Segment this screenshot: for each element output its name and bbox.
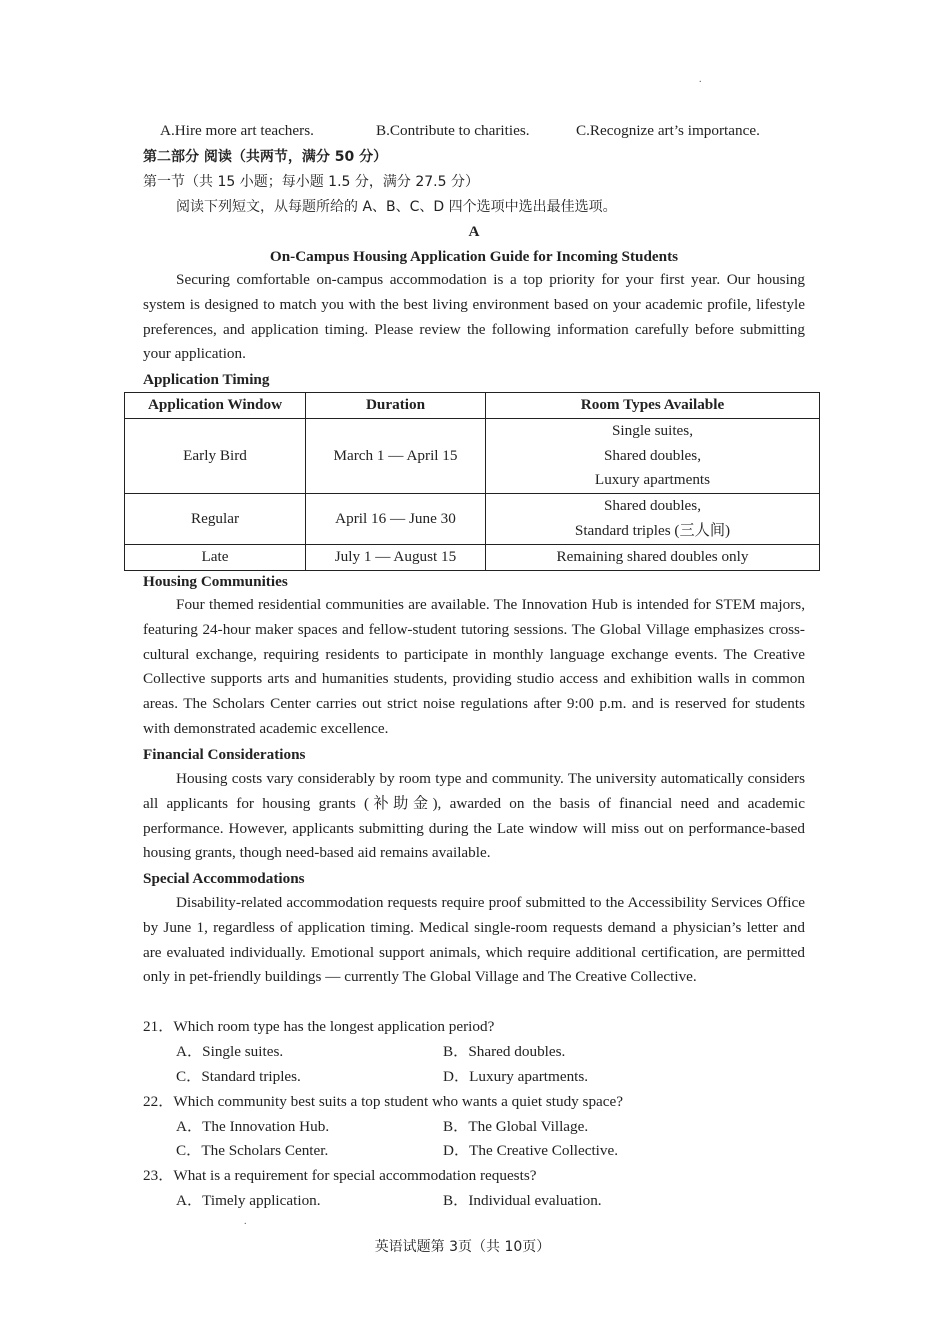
table-row <box>125 544 820 570</box>
table-row <box>125 418 820 493</box>
room-type: Remaining shared doubles only <box>556 547 749 565</box>
room-type: Luxury apartments <box>594 471 711 489</box>
question-23-option-b: B．Individual evaluation. <box>443 1192 602 1209</box>
header-window: Application Window <box>125 393 306 419</box>
duration-cell: March 1 — April 15 <box>306 418 486 493</box>
prev-option-c: C.Recognize art’s importance. <box>576 122 760 139</box>
question-21-stem: 21．Which room type has the longest application period? <box>143 1018 495 1035</box>
question-21-option-d: D．Luxury apartments. <box>443 1068 589 1085</box>
window-cell: Late <box>125 544 306 570</box>
room-type: Standard triples (三人间) <box>574 521 731 539</box>
page-footer: 英语试题第 3页（共 10页） <box>374 1239 551 1255</box>
prev-option-b: B.Contribute to charities. <box>376 122 530 139</box>
header-rooms: Room Types Available <box>486 393 820 419</box>
question-22-option-c: C．The Scholars Center. <box>176 1142 329 1159</box>
rooms-cell <box>486 494 820 545</box>
financial-heading: Financial Considerations <box>143 746 306 763</box>
duration-cell: April 16 — June 30 <box>306 494 486 545</box>
timing-heading: Application Timing <box>143 371 270 388</box>
duration-cell: July 1 — August 15 <box>306 544 486 570</box>
rooms-cell <box>486 544 820 570</box>
communities-paragraph: Four themed residential communities are available. The Innovation Hub is intended for STEM majors, featuring 24-hour maker spaces and fellow-student tutoring sessions. The Global Village emphasizes cross-cultural exchange, requiring residents to participate in monthly language exchange events. The Creative Collective supports arts and humanities students, providing studio access and exhibition walls in common areas. The Scholars Center carries out strict noise regulations after 9:00 p.m. and is reserved for students with demonstrated academic excellence. <box>143 596 805 737</box>
question-21-option-a: A．Single suites. <box>176 1043 284 1060</box>
room-type: Shared doubles, <box>603 497 701 515</box>
communities-heading: Housing Communities <box>143 573 288 590</box>
scan-dot: . <box>699 74 702 85</box>
question-22-option-b: B．The Global Village. <box>443 1118 589 1135</box>
question-22-option-d: D．The Creative Collective. <box>443 1142 619 1159</box>
financial-paragraph: Housing costs vary considerably by room type and community. The university automatically considers all applicants for housing grants (补助金), awarded on the basis of financial need and academic performance. However, applicants submitting during the Late window will miss out on performance-based housing grants, though need-based aid remains available. <box>143 770 805 862</box>
question-22-option-a: A．The Innovation Hub. <box>176 1118 330 1135</box>
passage-title: On-Campus Housing Application Guide for Incoming Students <box>269 248 679 265</box>
window-cell: Regular <box>125 494 306 545</box>
room-type: Shared doubles, <box>603 446 701 464</box>
special-heading: Special Accommodations <box>143 870 305 887</box>
instruction: 阅读下列短文，从每题所给的 A、B、C、D 四个选项中选出最佳选项。 <box>176 199 617 215</box>
section-heading: 第一节（共 15 小题；每小题 1.5 分，满分 27.5 分） <box>143 174 479 190</box>
header-duration: Duration <box>306 393 486 419</box>
scan-dot: . <box>244 1216 247 1227</box>
passage-letter: A <box>468 223 480 240</box>
rooms-cell <box>486 418 820 493</box>
table-row <box>125 494 820 545</box>
question-22-stem: 22．Which community best suits a top student who wants a quiet study space? <box>143 1093 624 1110</box>
room-type: Single suites, <box>611 421 693 439</box>
table-header-row <box>125 393 820 419</box>
intro-paragraph: Securing comfortable on-campus accommodation is a top priority for your first year. Our housing system is designed to match you with the best living environment based on your academic profile, lifestyle preferences, and application timing. Please review the following information carefully before submitting your application. <box>143 271 805 363</box>
part-heading: 第二部分 阅读（共两节，满分 50 分） <box>143 149 388 165</box>
application-timing-table <box>124 392 820 571</box>
special-paragraph: Disability-related accommodation requests require proof submitted to the Accessibility Services Office by June 1, regardless of application timing. Medical single-room requests demand a physician’s letter and are evaluated individually. Emotional support animals, which require additional certification, are permitted only in pet-friendly buildings — currently The Global Village and The Creative Collective. <box>143 894 805 986</box>
window-cell: Early Bird <box>125 418 306 493</box>
question-23-stem: 23．What is a requirement for special accommodation requests? <box>143 1167 537 1184</box>
question-23-option-a: A．Timely application. <box>176 1192 321 1209</box>
question-21-option-b: B．Shared doubles. <box>443 1043 566 1060</box>
question-21-option-c: C．Standard triples. <box>176 1068 301 1085</box>
prev-option-a: A.Hire more art teachers. <box>160 122 314 139</box>
